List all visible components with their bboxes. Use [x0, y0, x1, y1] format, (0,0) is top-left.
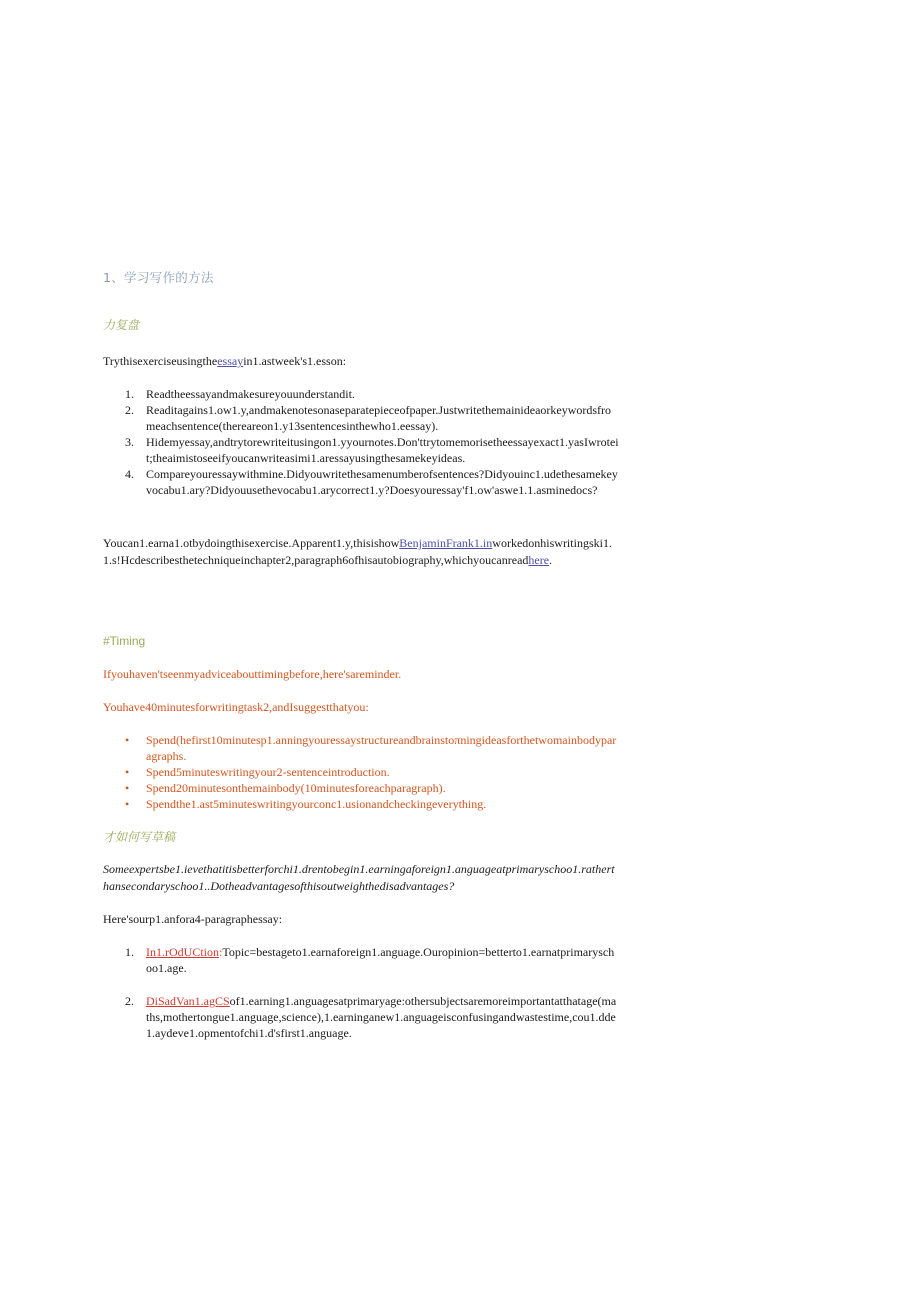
timing-list: [103, 732, 619, 812]
list-number: 3.: [125, 435, 134, 449]
introduction-link[interactable]: In1.rOdUCtion: [146, 945, 219, 959]
bullet-icon: •: [125, 781, 130, 795]
list-item-text: Spend(hefirst10minutesp1.anningyouressaystructureandbrainstoπningideasforthetwomainbodyparagraphs.: [146, 733, 617, 763]
plan-intro: Here'sourp1.anfora4-paragraphessay:: [103, 912, 283, 926]
bullet-icon: •: [125, 733, 130, 747]
intro-text-after: in1.astweek's1.esson:: [243, 354, 347, 368]
list-item: [103, 434, 619, 466]
plan-sep: :: [219, 945, 223, 959]
list-item-text: Hidemyessay,andtrytorewriteitusingon1.yyournotes.Don'ttrytomemorisetheessayexact1.yasIwroteit;theaimistoseeifyoucanwriteasimi1.aressayusingthesamekeyideas.: [146, 435, 619, 465]
sub-heading-review: 力复盘: [103, 318, 140, 332]
essay-link[interactable]: essay: [217, 354, 244, 368]
timing-reminder: Ifyouhaven'tseenmyadviceabouttimingbefore,here'sareminder.: [103, 667, 402, 681]
list-item-text: Readitagains1.ow1.y,andmakenotesonaseparatepieceofpaper.Justwritethemainideaorkeywordsfromeachsentence(therearеon1.y13sentencesinthewho1.eessay).: [146, 403, 612, 433]
timing-heading: #Timing: [103, 634, 146, 648]
list-number: 4.: [125, 467, 134, 481]
learn-paragraph: [103, 535, 619, 569]
learn-text-before: Youcan1.earna1.otbydoingthisexercise.Apparent1.y,thisishow: [103, 536, 400, 550]
plan-list: [103, 944, 619, 1041]
list-item: [103, 466, 619, 514]
list-item: [103, 780, 619, 796]
list-item-text: Compareyouressaywithmine.Didyouwritethesamenumberofsentences?Didyouinc1.udethesamekeyvocabu1.ary?Didyouusethevocabu1.arycorrect1.y?Doesyouressay'f1.ow'aswe1.1.asminedocs?: [146, 467, 618, 497]
list-item-text: Readtheessayandmakesureyouunderstandit.: [146, 387, 355, 401]
list-item-text: of1.earning1.anguagesatprimaryage:othersubjectsaremoreimportantatthatage(maths,mothertongue1.anguage,science),1.earninganew1.anguageisconfusingandwastestime,cou1.dde1.aydeve1.opmentofchi1.d'sfirst1.anguage.: [146, 994, 617, 1040]
bullet-icon: •: [125, 765, 130, 779]
intro-paragraph: [103, 353, 346, 369]
list-number: 1.: [125, 387, 134, 401]
list-item: [103, 732, 619, 764]
intro-text-before: Trythisexerciseusingthe: [103, 354, 218, 368]
section-heading: 1、学习写作的方法: [103, 270, 214, 285]
list-number: 2.: [125, 403, 134, 417]
list-item: [103, 796, 619, 812]
sub-heading-draft: 才如何写草稿: [103, 830, 176, 844]
essay-question: Someexpertsbe1.ievethatitisbetterforchi1.drentobegin1.earningaforeign1.anguageatprimaryschoo1.ratherthansecondaryschoo1..Dotheadvantagesofthisoutweighthedisadvantages?: [103, 862, 615, 893]
list-item-text: Topic=bestageto1.earnaforeign1.anguage.Ouropinion=betterto1.earnatprimaryschoo1.age.: [146, 945, 615, 975]
list-item: [103, 386, 619, 402]
list-number: 2.: [125, 994, 134, 1008]
list-number: 1.: [125, 945, 134, 959]
list-item-text: Spend5minuteswritingyour2-sentenceintroduction.: [146, 765, 390, 779]
learn-text-middle: workedonhiswritingski1.1.s!Hcdescribesthetechniqueinchapter2,paragraph6ofhisautobiography,whichyoucanread: [103, 536, 612, 567]
here-link[interactable]: here: [528, 553, 550, 567]
bullet-icon: •: [125, 797, 130, 811]
learn-text-end: .: [549, 553, 553, 567]
list-item: [103, 993, 619, 1041]
steps-list: [103, 386, 619, 514]
list-item: [103, 402, 619, 434]
benjamin-franklin-link[interactable]: BenjaminFrank1.in: [399, 536, 493, 550]
list-item: [103, 944, 619, 993]
list-item-text: Spend20minutesonthemainbody(10minutesforeachparagraph).: [146, 781, 446, 795]
list-item-text: Spendthe1.ast5minuteswritingyourconc1.usionandcheckingeverything.: [146, 797, 487, 811]
list-item: [103, 764, 619, 780]
timing-suggestion: Youhave40minutesforwritingtask2,andIsuggestthatyou:: [103, 700, 369, 714]
disadvantages-link[interactable]: DiSadVan1.agCS: [146, 994, 230, 1008]
